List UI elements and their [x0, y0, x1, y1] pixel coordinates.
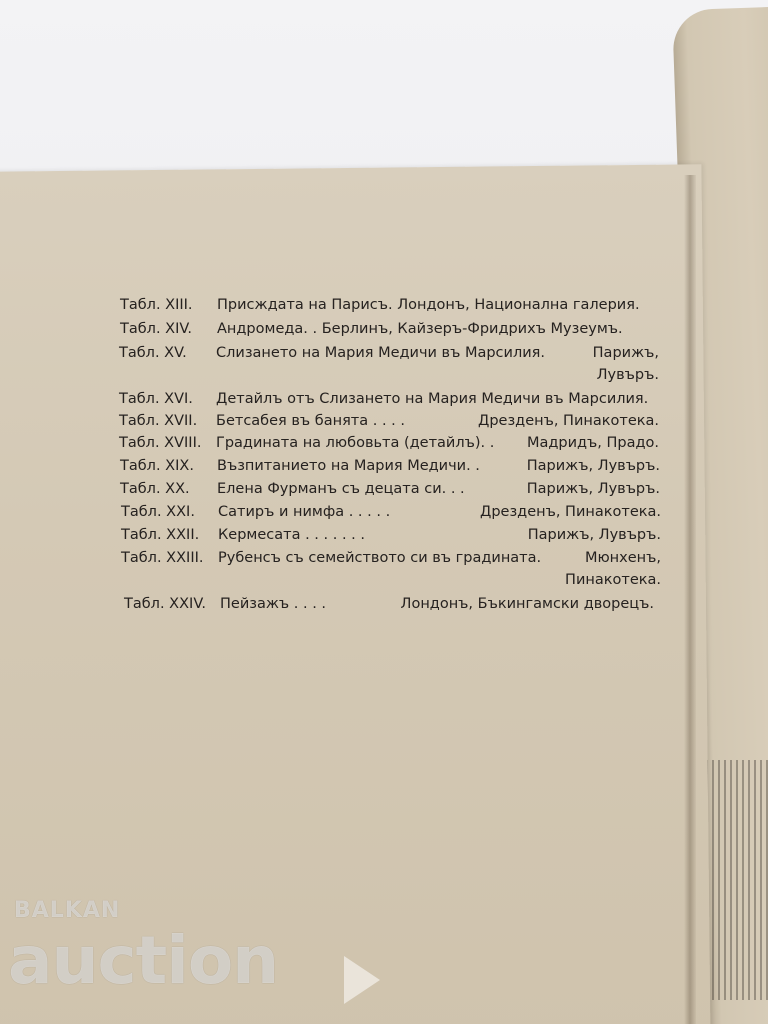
plate-title: Рубенсъ съ семейството си въ градината. [218, 550, 542, 566]
plate-title: Слизането на Мария Медичи въ Марсилия. [216, 345, 545, 361]
plate-number: Табл. XVIII. [119, 435, 202, 451]
plate-title: Градината на любовьта (детайлъ). . [216, 435, 495, 451]
plate-number: Табл. XXIII. [121, 550, 204, 566]
plate-location: Лувъръ. [596, 367, 659, 383]
plate-location: Мюнхенъ, [584, 550, 661, 566]
plate-number: Табл. XIII. [120, 297, 193, 313]
plate-number: Табл. XX. [120, 481, 190, 497]
plate-number: Табл. XVI. [119, 391, 193, 407]
plate-location: Дрезденъ, Пинакотека. [480, 504, 661, 520]
plate-location: Пинакотека. [565, 572, 661, 588]
plate-title: Сатиръ и нимфа . . . . . [218, 504, 391, 520]
plate-location: Парижъ, Лувъръ. [527, 527, 661, 543]
watermark-line2: auction [8, 922, 279, 999]
plate-title: Пейзажъ . . . . [220, 596, 327, 612]
plate-title: Детайлъ отъ Слизането на Мария Медичи въ Марсилия. [216, 391, 649, 407]
watermark-logo [8, 898, 388, 1018]
watermark-line1: BALKAN [14, 898, 121, 923]
plate-location: Лондонъ, Бъкингамски дворецъ. [400, 596, 654, 612]
plate-title: Кермесата . . . . . . . [218, 527, 365, 543]
plate-title: Възпитанието на Мария Медичи. . [217, 458, 480, 474]
plate-title: Елена Фурманъ съ децата си. . . [217, 481, 465, 497]
plate-title: Бетсабея въ банята . . . . [216, 413, 406, 429]
plate-title: Андромеда. . Берлинъ, Кайзеръ-Фридрихъ Музеумъ. [217, 321, 623, 337]
plate-number: Табл. XXII. [121, 527, 200, 543]
plate-number: Табл. XIV. [120, 321, 193, 337]
plate-number: Табл. XXIV. [124, 596, 206, 612]
watermark-arrow-icon [344, 956, 380, 1004]
plate-location: Парижъ, Лувъръ. [526, 458, 660, 474]
plate-location: Парижъ, Лувъръ. [526, 481, 660, 497]
plate-location: Парижъ, [592, 345, 659, 361]
plate-number: Табл. XXI. [121, 504, 195, 520]
plate-number: Табл. XVII. [119, 413, 198, 429]
plate-location: Мадридъ, Прадо. [526, 435, 659, 451]
plate-location: Дрезденъ, Пинакотека. [478, 413, 659, 429]
plate-title: Присждата на Парисъ. Лондонъ, Национална галерия. [217, 297, 640, 313]
plate-number: Табл. XIX. [120, 458, 194, 474]
plate-number: Табл. XV. [119, 345, 187, 361]
